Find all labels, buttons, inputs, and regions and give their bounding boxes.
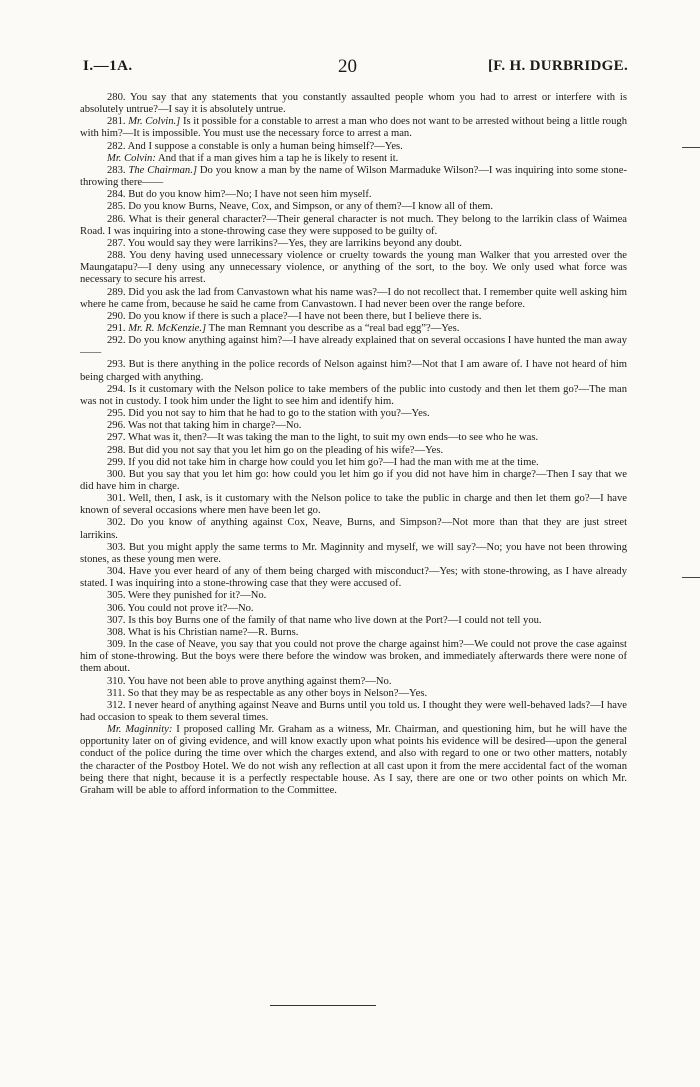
speaker-label: Mr. Maginnity:: [107, 724, 173, 736]
question-paragraph: [80, 92, 627, 116]
paragraph-text: You deny having used unnecessary violence or cruelty towards the young man Walker that you arrested over the Maungatapu?—I deny using any unnecessary violence, or anything of the sort, to the boy. We only used what force was necessary to secure his arrest.: [80, 250, 628, 286]
question-number: 292.: [107, 335, 129, 347]
question-paragraph: [80, 445, 627, 457]
paragraph-text: So that they may be as respectable as any other boys in Nelson?—Yes.: [127, 687, 428, 699]
question-paragraph: [80, 566, 627, 590]
question-paragraph: [80, 189, 627, 201]
question-number: 296.: [107, 420, 128, 432]
paragraph-text: Is it customary with the Nelson police to take members of the public into custody and then let them go?—The man was not in custody. I took him under the light to see him and identify him.: [80, 383, 628, 407]
speaker-label: Mr. Colvin:: [107, 152, 156, 164]
question-paragraph: [80, 287, 627, 311]
question-number: 280.: [107, 92, 130, 103]
question-paragraph: [80, 724, 627, 797]
question-number: 291.: [107, 322, 129, 334]
question-paragraph: [80, 153, 627, 165]
page-header: [83, 58, 628, 82]
paragraph-text: But you say that you let him go: how could you let him go if you did not have him in charge?—Then I say that we did have him in charge.: [80, 468, 628, 492]
question-number: 281.: [107, 116, 129, 128]
paragraph-text: Do you know if there is such a place?—I have not been there, but I believe there is.: [128, 310, 482, 322]
margin-mark: [682, 577, 700, 578]
question-number: 289.: [107, 286, 129, 298]
question-paragraph: [80, 201, 627, 213]
question-number: 286.: [107, 213, 129, 225]
paragraph-text: In the case of Neave, you say that you could not prove the charge against him?—We could not prove the case against him of stone-throwing. But the boys were there before the window was broken, and immediately afterwards there were none of them about.: [80, 639, 627, 675]
question-paragraph: [80, 141, 627, 153]
paragraph-text: Well, then, I ask, is it customary with the Nelson police to take the public in charge and then let them go?—I have known of several occasions where men have been let go.: [80, 493, 627, 517]
paragraph-text: But did you not say that you let him go on the pleading of his wife?—Yes.: [128, 444, 444, 456]
question-paragraph: [80, 323, 627, 335]
speaker-label: The Chairman.]: [128, 164, 197, 176]
question-number: 285.: [107, 201, 129, 213]
paragraph-text: Do you know Burns, Neave, Cox, and Simpson, or any of them?—I know all of them.: [128, 201, 494, 213]
paragraph-text: I proposed calling Mr. Graham as a witness, Mr. Chairman, and questioning him, but he will have the opportunity later on of giving evidence, and will know exactly upon what points his evidence will be desired—upon the general conduct of the police during the time over which the charges extend, and also with regard to one or two other matters, notably the character of the Postboy Hotel. We do not wish any reflection at all cast upon it from the mere accidental fact of the woman being there that night, because it is a perfectly respectable house. As I say, there are one or two other points on which Mr. Graham will be able to afford information to the Committee.: [80, 724, 627, 796]
paragraph-text: I never heard of anything against Neave and Burns until you told us. I thought they were well-behaved lads?—I have had occasion to speak to them several times.: [80, 699, 627, 723]
question-paragraph: [80, 457, 627, 469]
question-paragraph: [80, 517, 627, 541]
question-paragraph: [80, 590, 627, 602]
question-paragraph: [80, 311, 627, 323]
speaker-label: Mr. R. McKenzie.]: [128, 322, 207, 334]
question-number: 283.: [107, 164, 129, 176]
question-paragraph: [80, 214, 627, 238]
paragraph-text: And I suppose a constable is only a human being himself?—Yes.: [127, 140, 403, 152]
question-paragraph: [80, 493, 627, 517]
question-number: 297.: [107, 432, 128, 444]
paragraph-text: Were they punished for it?—No.: [128, 590, 267, 602]
question-number: 293.: [107, 359, 129, 371]
paragraph-text: You have not been able to prove anything against them?—No.: [127, 675, 392, 687]
question-paragraph: [80, 238, 627, 250]
question-paragraph: [80, 676, 627, 688]
question-paragraph: [80, 603, 627, 615]
question-number: 290.: [107, 310, 129, 322]
paragraph-text: But do you know him?—No; I have not seen him myself.: [128, 189, 372, 201]
question-number: 288.: [107, 250, 130, 262]
paragraph-text: What was it, then?—It was taking the man to the light, to suit my own ends—to see who he was.: [128, 432, 539, 444]
question-paragraph: [80, 627, 627, 639]
question-paragraph: [80, 469, 627, 493]
witness-name: [F. H. DURBRIDGE.: [488, 58, 628, 74]
paragraph-text: Did you ask the lad from Canvastown what his name was?—I do not recollect that. I remember quite well asking him where he came from, because he said he came from Canvastown. I had never been over the range before.: [80, 286, 628, 310]
question-number: 307.: [107, 614, 129, 626]
question-paragraph: [80, 165, 627, 189]
question-number: 305.: [107, 590, 128, 602]
question-number: 299.: [107, 456, 129, 468]
paragraph-text: What is their general character?—Their general character is not much. They belong to the larrikin class of Waimea Road. I was inquiring into a stone-throwing case they were supposed to be guilty of.: [80, 213, 628, 237]
paragraph-text: Is it possible for a constable to arrest a man who does not want to be arrested without being a little rough with him?—It is impossible. You must use the necessary force to arrest a man.: [80, 116, 627, 140]
question-paragraph: [80, 250, 627, 286]
paragraph-text: Do you know of anything against Cox, Neave, Burns, and Simpson?—Not more than that they are just street larrikins.: [80, 517, 628, 541]
question-number: 294.: [107, 383, 129, 395]
question-number: 311.: [107, 687, 128, 699]
paragraph-text: What is his Christian name?—R. Burns.: [128, 626, 299, 638]
question-paragraph: [80, 688, 627, 700]
question-paragraph: [80, 432, 627, 444]
question-number: 298.: [107, 444, 129, 456]
question-paragraph: [80, 359, 627, 383]
paragraph-text: Did you not say to him that he had to go to the station with you?—Yes.: [128, 408, 430, 420]
speaker-label: Mr. Colvin.]: [128, 116, 181, 128]
question-number: 287.: [107, 237, 128, 249]
paragraph-text: Do you know anything against him?—I have already explained that on several occasions I have hunted the man away——: [80, 335, 627, 359]
paragraph-text: And that if a man gives him a tap he is likely to resent it.: [157, 152, 399, 164]
question-number: 310.: [107, 675, 128, 687]
margin-mark: [682, 147, 700, 148]
question-number: 301.: [107, 493, 129, 505]
question-paragraph: [80, 116, 627, 140]
question-number: 312.: [107, 699, 129, 711]
question-paragraph: [80, 420, 627, 432]
question-number: 284.: [107, 189, 129, 201]
question-number: 295.: [107, 408, 129, 420]
paragraph-text: But you might apply the same terms to Mr. Maginnity and myself, we will say?—No; you have not been throwing stones, as these young men were.: [80, 541, 627, 565]
question-number: 303.: [107, 541, 129, 553]
paragraph-text: You say that any statements that you constantly assaulted people whom you had to arrest or interfere with is absolutely untrue?—I say it is absolutely untrue.: [80, 92, 627, 116]
paragraph-text: But is there anything in the police records of Nelson against him?—Not that I am aware of. I have not heard of him being charged with anything.: [80, 359, 627, 383]
paragraph-text: The man Remnant you describe as a “real bad egg”?—Yes.: [208, 322, 460, 334]
evidence-text: [80, 92, 627, 797]
question-paragraph: [80, 639, 627, 675]
paragraph-text: Do you know a man by the name of Wilson Marmaduke Wilson?—I was inquiring into some stone-throwing there——: [80, 164, 628, 189]
question-paragraph: [80, 542, 627, 566]
document-reference: I.—1A.: [83, 58, 133, 74]
paragraph-text: You could not prove it?—No.: [127, 602, 254, 614]
question-number: 309.: [107, 639, 129, 651]
question-paragraph: [80, 700, 627, 724]
paragraph-text: Have you ever heard of any of them being charged with misconduct?—Yes; with stone-throwing, as I have already stated. I was inquiring into a stone-throwing case that they were accused of.: [80, 566, 627, 590]
question-number: 304.: [107, 566, 129, 578]
end-rule: [270, 1005, 376, 1006]
paragraph-text: You would say they were larrikins?—Yes, they are larrikins beyond any doubt.: [127, 237, 462, 249]
paragraph-text: If you did not take him in charge how could you let him go?—I had the man with me at the time.: [128, 456, 539, 468]
question-paragraph: [80, 615, 627, 627]
question-number: 300.: [107, 468, 129, 480]
page-number: 20: [338, 56, 357, 77]
question-paragraph: [80, 408, 627, 420]
question-paragraph: [80, 335, 627, 359]
paragraph-text: Was not that taking him in charge?—No.: [128, 420, 302, 432]
question-number: 306.: [107, 602, 128, 614]
paragraph-text: Is this boy Burns one of the family of that name who live down at the Port?—I could not tell you.: [128, 614, 542, 626]
question-number: 308.: [107, 626, 128, 638]
question-number: 302.: [107, 517, 131, 529]
question-number: 282.: [107, 140, 128, 152]
question-paragraph: [80, 384, 627, 408]
